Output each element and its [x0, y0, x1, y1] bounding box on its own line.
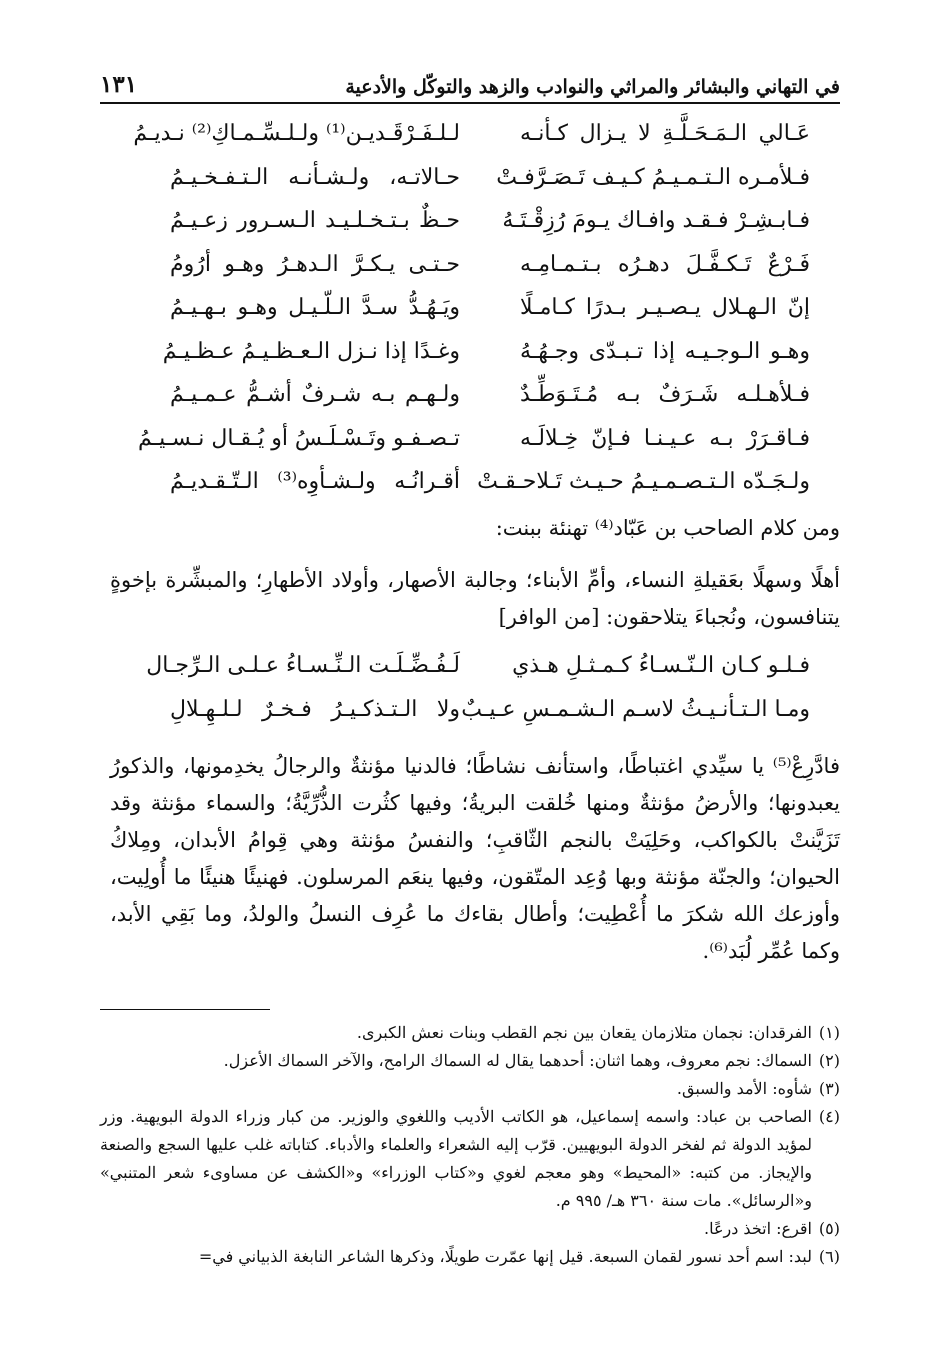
- prose-paragraph: أهلًا وسهلًا بعَقيلةِ النساء، وأمِّ الأبناء؛ وجالبة الأصهار، وأولاد الأطهارِ؛ والمبشِّرة بإخوةٍ يتنافسون، ونُجباءَ يتلاحقون: [من الوافر]: [110, 568, 840, 629]
- footnote-text: الصاحب بن عباد: واسمه إسماعيل، هو الكاتب الأديب واللغوي والوزير. من كبار وزراء الدولة البويهية. وزر لمؤيد الدولة ثم لفخر الدولة البويهيين. قرّب إليه الشعراء والعلماء والأدباء. كتاباته غلب عليها السجع والصنعة والإيجاز. من كتبه: «المحيط» وهو معجم لغوي و«كتاب الوزراء» و«الكشف عن مساوىء شعر المتنبي» و«الرسائل». مات سنة ٣٦٠ هـ/ ٩٩٥ م.: [100, 1107, 813, 1210]
- footnote-text: لبد: اسم أحد نسور لقمان السبعة. قيل إنها عمّرت طويلًا، وذكرها الشاعر النابغة الذبياني في=: [198, 1247, 812, 1266]
- verse-line: [130, 644, 810, 688]
- footnote-number: (٥): [818, 1219, 840, 1238]
- verse-line: [130, 417, 810, 461]
- verse-line: [130, 373, 810, 417]
- page-number: ١٣١: [100, 71, 138, 98]
- footnote-number: (٣): [818, 1079, 840, 1098]
- footnote-text: السماك: نجم معروف، وهما اثنان: أحدهما يقال له السماك الرامح، والآخر السماك الأعزل.: [223, 1051, 812, 1070]
- footnote: [100, 1019, 840, 1047]
- verse-first-hemistich: فـلـو كـان الـنّـسـاءُ كـمـثـلِ هـذي: [512, 653, 810, 679]
- footnote-text: شأوه: الأمد والسبق.: [676, 1079, 812, 1098]
- intro-line: ومن كلام الصاحب بن عَبّاد⁽⁴⁾ تهنئة ببنت:: [495, 516, 840, 540]
- footnote: [100, 1075, 840, 1103]
- verse-second-hemistich: ويَـهُـدُّ سـدَّ الـلّـيـل وهـو بـهـيـمُ: [170, 295, 460, 321]
- verse-second-hemistich: أقـرانُـه ولـشـأوِه⁽³⁾ الـتّـقـديـمُ: [170, 469, 460, 495]
- footnote-text: اقرع: اتخذ درعًا.: [703, 1219, 812, 1238]
- verse-first-hemistich: عَـالي الـمَـحَـلَّـةِ لا يـزال كـأنـه: [520, 121, 810, 147]
- footnote: [100, 1215, 840, 1243]
- verse-second-hemistich: ولـهـم بـه شـرفٌ أشـمُّ عـمـيـمُ: [170, 382, 460, 408]
- verse-second-hemistich: لـلـفَـرْقَـديـن⁽¹⁾ ولـلـسِّـمـاكِ⁽²⁾ نـديـمُ: [133, 121, 460, 147]
- footnote-number: (١): [818, 1023, 840, 1042]
- verse-first-hemistich: فـلأهـلـه شَـرَفٌ بـه مُـتَـوَطِّـدٌ: [520, 382, 810, 408]
- running-header: [100, 58, 840, 104]
- footnote: [100, 1243, 840, 1271]
- verse-second-hemistich: وغـدًا إذا نـزل الـعـظـيـمُ عـظـيـمُ: [162, 338, 460, 364]
- footnote-number: (٦): [818, 1247, 840, 1266]
- prose-paragraph: فادَّرِعْ⁽⁵⁾ يا سيِّدي اغتباطًا، واستأنف نشاطًا؛ فالدنيا مؤنثةٌ والرجالُ يخدِمونها، والذكورُ يعبدونها؛ والأرضُ مؤنثةٌ ومنها خُلقت البريةُ؛ وفيها كثُرت الذُّرِّيَّةُ؛ والسماء مؤنثة وقد تَزَيَّنتْ بالكواكب، وحَلِيَتْ بالنجم الثّاقبِ؛ والنفسُ مؤنثة وهي قِوامُ الأبدان، ومِلاكُ الحيوان؛ والجنّة مؤنثة وبها وُعِد المتّقون، وفيها ينعَم المرسلون. فهنيئًا هنيئًا ما أُولِيت، وأوزعك الله شكرَ ما أُعْطِيت؛ وأطال بقاءك ما عُرِف النسلُ والولدُ، وما بَقِي الأبد، وكما عُمِّر لُبَد⁽⁶⁾.: [110, 754, 840, 963]
- verse-second-hemistich: ولا الـتـذكـيـرُ فـخـرٌ لـلـهِـلالِ: [170, 696, 460, 722]
- verse-second-hemistich: لَـفُـضِّـلَـت الـنِّـسـاءُ عـلـى الـرِّجـال: [146, 653, 460, 679]
- verse-line: [130, 156, 810, 200]
- verse-first-hemistich: فَـرْعٌ تَـكـفَّـلَ دهـرُه بـتـمـامِـه: [520, 251, 810, 277]
- verse-line: [130, 243, 810, 287]
- verse-line: [130, 688, 810, 732]
- verse-first-hemistich: فـابـشِـرْ فـقـد وافـاك يـومَ رُزِقْـتَـهُ: [502, 208, 810, 234]
- poem-block-wafir: [130, 644, 810, 731]
- verse-first-hemistich: إنّ الـهـلال يـصـيـر بـدرًا كـامـلًا: [520, 295, 810, 321]
- verse-first-hemistich: فـاقـرَرْ بـه عـيـنـا فـإنّ خِـلالَـه: [520, 425, 810, 451]
- footnote-number: (٤): [818, 1107, 840, 1126]
- verse-second-hemistich: حـظٌ بـتـخـلـيـد الـسـرور زعـيـمُ: [170, 208, 460, 234]
- verse-second-hemistich: تـصـفـو وتَـسْـلَـسُ أو يُـقـال نـسـيـمُ: [138, 425, 460, 451]
- footnote: [100, 1103, 840, 1215]
- footnote-separator: [100, 1009, 270, 1010]
- verse-line: [130, 330, 810, 374]
- verse-first-hemistich: ولـجَـدّه الـتـصـمـيـمُ حـيـث تَـلاحـقـتْ: [477, 469, 810, 495]
- footnote-text: الفرقدان: نجمان متلازمان يقعان بين نجم القطب وبنات نعش الكبرى.: [356, 1023, 812, 1042]
- verse-line: [130, 460, 810, 504]
- verse-first-hemistich: ومـا الـتـأنـيـثُ لاسـم الـشـمـسِ عـيـبٌ: [461, 696, 810, 722]
- verse-first-hemistich: وهـو الـوجـيـه إذا تـبـدّى وجـهُـهُ: [520, 338, 810, 364]
- footnote-number: (٢): [818, 1051, 840, 1070]
- poem-block: [130, 112, 810, 504]
- chapter-title: في التهاني والبشائر والمراثي والنوادب والزهد والتوكّل والأدعية: [345, 76, 840, 98]
- verse-line: [130, 112, 810, 156]
- verse-second-hemistich: حـالاتـه، ولـشـأنـه الـتـفـخـيـمُ: [170, 164, 460, 190]
- verse-second-hemistich: حـتـى يـكـرَّ الـدهـرُ وهـو أرُومُ: [170, 251, 460, 277]
- verse-line: [130, 286, 810, 330]
- verse-first-hemistich: فـلأمـره الـتـمـيـمُ كـيـف تَـصَـرَّفـتْ: [496, 164, 810, 190]
- footnote: [100, 1047, 840, 1075]
- verse-line: [130, 199, 810, 243]
- footnotes: [100, 1019, 840, 1271]
